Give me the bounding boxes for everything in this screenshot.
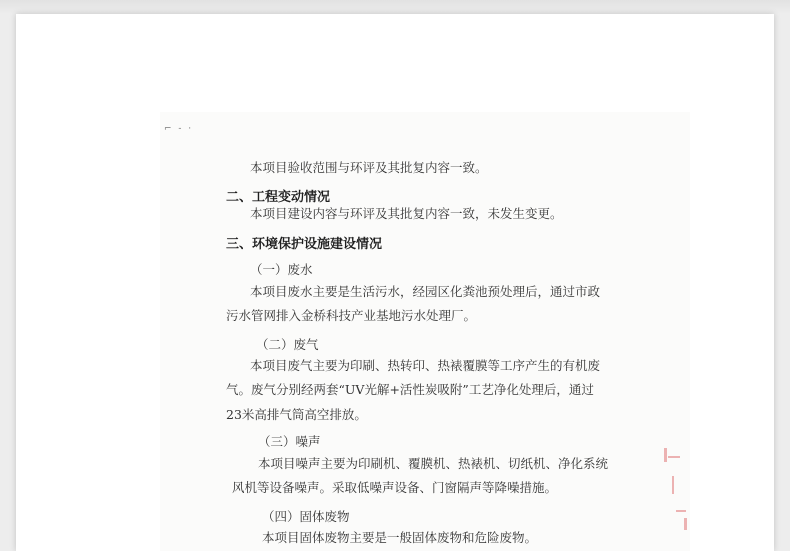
subheading-solid-waste: （四）固体废物	[262, 509, 350, 524]
paragraph-noise-2: 风机等设备噪声。采取低噪声设备、门窗隔声等降噪措施。	[232, 480, 558, 495]
paragraph-changes: 本项目建设内容与环评及其批复内容一致，未发生变更。	[250, 206, 563, 221]
paragraph-scope: 本项目验收范围与环评及其批复内容一致。	[250, 160, 488, 175]
red-stamp-fragment	[676, 510, 686, 512]
paragraph-wastewater-1: 本项目废水主要是生活污水，经园区化粪池预处理后，通过市政	[250, 284, 601, 299]
paragraph-noise-1: 本项目噪声主要为印刷机、覆膜机、热裱机、切纸机、净化系统	[258, 456, 609, 471]
paragraph-exhaust-2: 气。废气分别经两套“UV光解+活性炭吸附”工艺净化处理后，通过	[226, 382, 594, 397]
red-stamp-fragment	[672, 476, 674, 494]
paragraph-exhaust-1: 本项目废气主要为印刷、热转印、热裱覆膜等工序产生的有机废	[250, 358, 601, 373]
heading-project-changes: 二、工程变动情况	[226, 190, 331, 205]
red-stamp-fragment	[668, 456, 680, 458]
viewer-top-edge	[0, 0, 790, 14]
heading-env-facilities: 三、环境保护设施建设情况	[226, 237, 383, 252]
red-stamp-fragment	[664, 448, 667, 462]
paragraph-solid-waste: 本项目固体废物主要是一般固体废物和危险废物。	[262, 530, 538, 545]
subheading-noise: （三）噪声	[258, 434, 321, 449]
paragraph-wastewater-2: 污水管网排入金桥科技产业基地污水处理厂。	[226, 308, 477, 323]
paragraph-exhaust-3: 23米高排气筒高空排放。	[226, 407, 367, 422]
scan-artifact-mark: ⌐ ‐ ·	[164, 124, 194, 134]
red-stamp-fragment	[684, 518, 687, 530]
subheading-wastewater: （一）废水	[250, 262, 313, 277]
subheading-exhaust: （二）废气	[256, 337, 319, 352]
